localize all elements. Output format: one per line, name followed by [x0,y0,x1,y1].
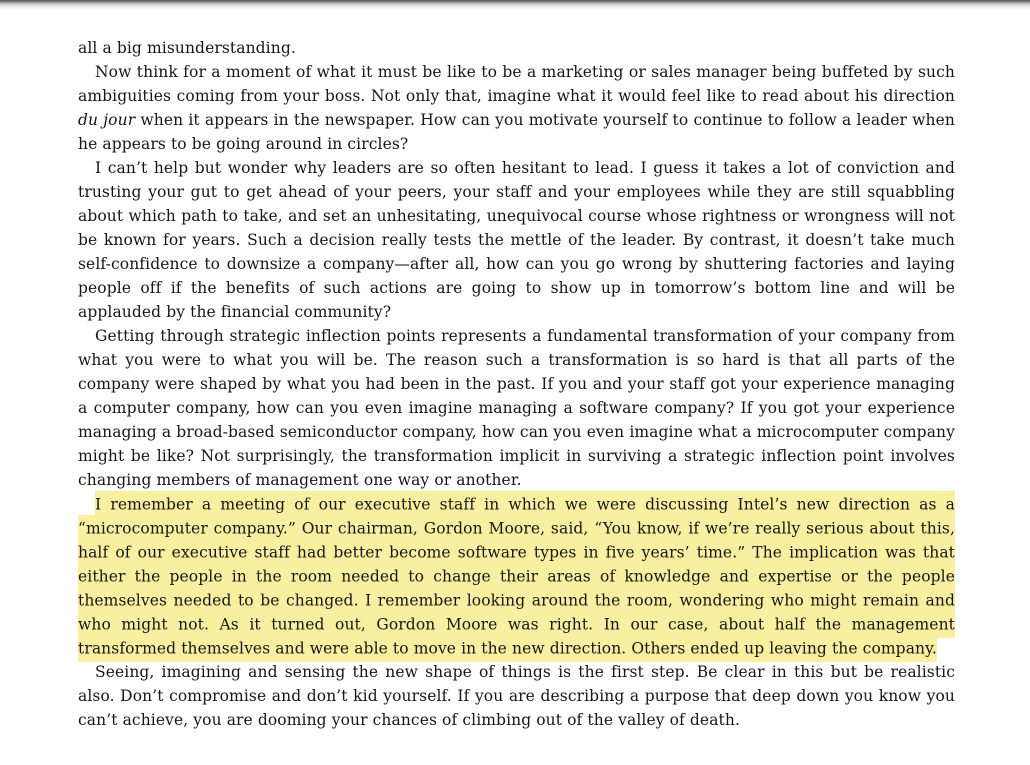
italic-phrase: du jour [78,111,136,129]
paragraph-text: Seeing, imagining and sensing the new shape of things is the first step. Be clear in this but be realistic also. Don’t compromise and don’t kid yourself. If you are describing a purpose that deep down you know you can’t achieve, you are dooming your chances of climbing out of the valley of death. [78,663,955,729]
paragraph [78,36,955,60]
window-top-edge-shadow [0,0,1030,10]
paragraph-text: Getting through strategic inflection points represents a fundamental transformation of your company from what you were to what you will be. The reason such a transformation is so hard is that all parts of the company were shaped by what you had been in the past. If you and your staff got your experience managing a computer company, how can you even imagine managing a software company? If you got your experience managing a broad-based semiconductor company, how can you even imagine what a microcomputer company might be like? Not surprisingly, the transformation implicit in surviving a strategic inflection point involves changing members of management one way or another. [78,327,955,489]
paragraph [78,156,955,324]
highlighted-paragraph [78,492,955,660]
paragraph-text: I can’t help but wonder why leaders are so often hesitant to lead. I guess it takes a lot of conviction and trusting your gut to get ahead of your peers, your staff and your employees while they are still squabbling about which path to take, and set an unhesitating, unequivocal course whose rightness or wrongness will not be known for years. Such a decision really tests the mettle of the leader. By contrast, it doesn’t take much self-confidence to downsize a company—after all, how can you go wrong by shuttering factories and laying people off if the benefits of such actions are going to show up in tomorrow’s bottom line and will be applauded by the financial community? [78,159,955,321]
paragraph [78,324,955,492]
paragraph-text: when it appears in the newspaper. How can you motivate yourself to continue to follow a leader when he appears to be going around in circles? [78,111,955,153]
paragraph [78,60,955,156]
highlighted-passage: I remember a meeting of our executive staff in which we were discussing Intel’s new direction as a “microcomputer company.” Our chairman, Gordon Moore, said, “You know, if we’re really serious about this, half of our executive staff had better become software types in five years’ time.” The implication was that either the people in the room needed to change their areas of knowledge and expertise or the people themselves needed to be changed. I remember looking around the room, wondering who might remain and who might not. As it turned out, Gordon Moore was right. In our case, about half the management transformed themselves and were able to move in the new direction. Others ended up leaving the company. [78,491,955,662]
text-column [78,36,955,732]
paragraph-text: all a big misunderstanding. [78,39,296,57]
paragraph-text: Now think for a moment of what it must be like to be a marketing or sales manager being buffeted by such ambiguities coming from your boss. Not only that, imagine what it would feel like to read about his direction [78,63,955,105]
paragraph [78,660,955,732]
